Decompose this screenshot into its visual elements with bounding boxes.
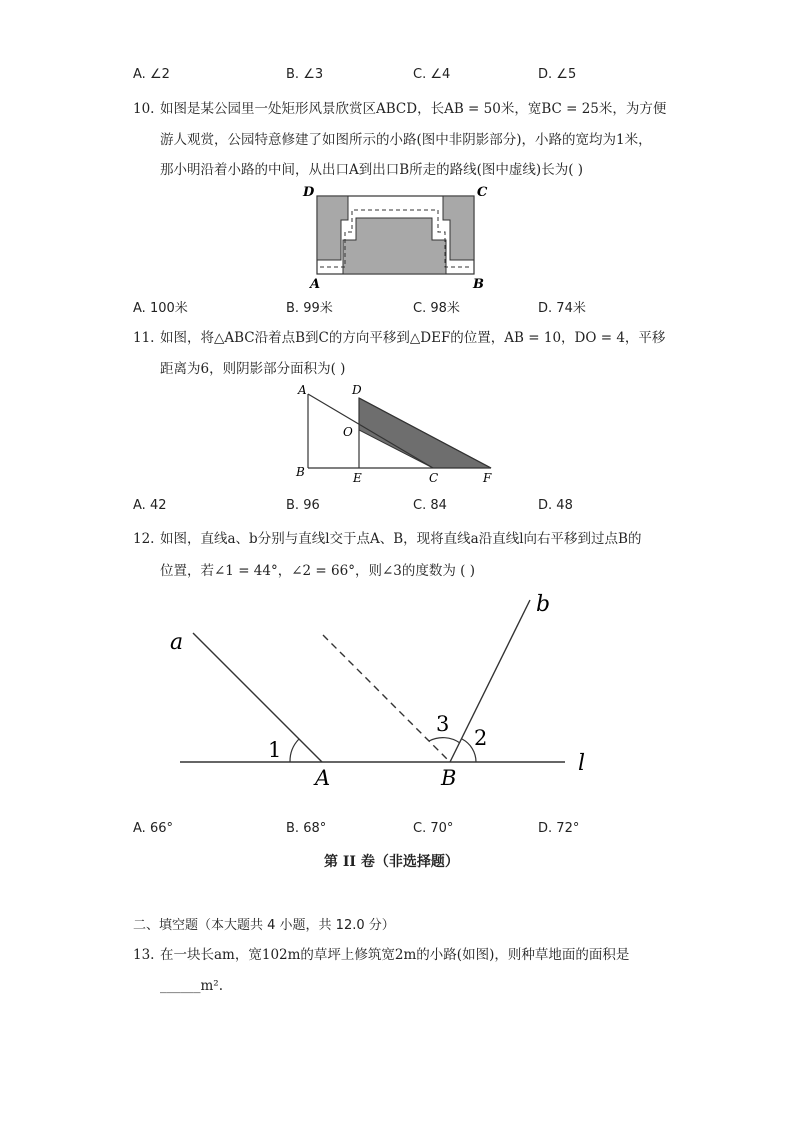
q12-option-a-text: 66° bbox=[149, 821, 173, 836]
section-title: 第 II 卷（非选择题） bbox=[324, 854, 459, 870]
q12-option-a: A. 66° bbox=[133, 821, 173, 836]
q11-label-f: F bbox=[483, 471, 492, 485]
q10-label-b: B bbox=[473, 277, 484, 292]
q9-option-c-text: ∠4 bbox=[430, 67, 451, 82]
q9-option-b-text: ∠3 bbox=[303, 67, 324, 82]
q11-option-d: D. 48 bbox=[538, 498, 573, 513]
q11-number: 11. bbox=[133, 330, 155, 346]
q11-label-b: B bbox=[296, 465, 305, 479]
q11-option-a: A. 42 bbox=[133, 498, 167, 513]
q10-option-c: C. 98米 bbox=[413, 301, 460, 316]
q12-label-l-line: l bbox=[578, 751, 586, 776]
q13-blank[interactable]: ______ bbox=[160, 978, 201, 994]
q12-line-1: 如图，直线a、b分别与直线l交于点A、B，现将直线a沿直线l向右平移到过点B的 bbox=[160, 531, 642, 547]
q12-label-angle-1: 1 bbox=[268, 738, 282, 762]
q12-number: 12. bbox=[133, 531, 155, 547]
q11-label-c: C bbox=[429, 471, 439, 485]
q12-figure bbox=[160, 585, 620, 795]
section-heading: 二、填空题（本大题共 4 小题，共 12.0 分） bbox=[133, 918, 395, 933]
q10-line-3: 那小明沿着小路的中间，从出口A到出口B所走的路线(图中虚线)长为( ) bbox=[160, 162, 584, 178]
q10-label-a: A bbox=[310, 277, 321, 292]
q10-number: 10. bbox=[133, 101, 155, 117]
q13-answer-line bbox=[160, 976, 223, 996]
q10-line-1: 如图是某公园里一处矩形风景欣赏区ABCD，长AB = 50米，宽BC = 25米，为方便 bbox=[160, 101, 667, 117]
q11-option-a-text: 42 bbox=[149, 498, 167, 513]
q13-line-1: 在一块长am，宽102m的草坪上修筑宽2m的小路(如图)，则种草地面的面积是 bbox=[160, 947, 630, 963]
q10-option-b-text: 99米 bbox=[303, 301, 333, 316]
q12-option-d: D. 72° bbox=[538, 821, 580, 836]
q12-option-c: C. 70° bbox=[413, 821, 454, 836]
q11-option-d-text: 48 bbox=[556, 498, 573, 513]
q11-label-o: O bbox=[343, 425, 353, 439]
q10-figure bbox=[300, 182, 500, 292]
q12-line-2: 位置，若∠1 = 44°，∠2 = 66°，则∠3的度数为 ( ) bbox=[160, 563, 475, 579]
q9-option-d: D. ∠5 bbox=[538, 67, 577, 82]
q13-unit: m². bbox=[200, 978, 224, 994]
q11-label-e: E bbox=[353, 471, 362, 485]
q9-option-c: C. ∠4 bbox=[413, 67, 451, 82]
q11-option-c: C. 84 bbox=[413, 498, 447, 513]
q12-option-d-text: 72° bbox=[556, 821, 580, 836]
q11-label-a: A bbox=[298, 383, 307, 397]
q12-label-angle-2: 2 bbox=[474, 726, 488, 750]
q12-option-b: B. 68° bbox=[286, 821, 327, 836]
q10-option-a: A. 100米 bbox=[133, 301, 188, 316]
q11-line-1: 如图，将△ABC沿着点B到C的方向平移到△DEF的位置，AB = 10，DO = 4，平移 bbox=[160, 330, 666, 346]
q11-label-d: D bbox=[352, 383, 362, 397]
q10-line-2: 游人观赏，公园特意修建了如图所示的小路(图中非阴影部分)，小路的宽均为1米， bbox=[160, 132, 652, 148]
q10-label-d: D bbox=[303, 185, 315, 200]
q13-number: 13. bbox=[133, 947, 155, 963]
q9-option-a-text: ∠2 bbox=[149, 67, 170, 82]
q10-option-d-text: 74米 bbox=[556, 301, 586, 316]
q12-label-a-line: a bbox=[170, 630, 184, 655]
q10-option-d: D. 74米 bbox=[538, 301, 586, 316]
q12-label-b-line: b bbox=[536, 592, 551, 617]
q12-option-b-text: 68° bbox=[303, 821, 327, 836]
q11-figure bbox=[290, 380, 502, 488]
q12-label-point-a: A bbox=[315, 766, 331, 790]
q12-label-point-b: B bbox=[441, 766, 457, 790]
q9-option-a: A. ∠2 bbox=[133, 67, 170, 82]
q10-option-b: B. 99米 bbox=[286, 301, 333, 316]
q10-label-c: C bbox=[477, 185, 488, 200]
q12-label-angle-3: 3 bbox=[436, 712, 450, 736]
q9-option-d-text: ∠5 bbox=[556, 67, 577, 82]
q11-option-b-text: 96 bbox=[303, 498, 320, 513]
q11-line-2: 距离为6，则阴影部分面积为( ) bbox=[160, 361, 346, 377]
q9-option-b: B. ∠3 bbox=[286, 67, 324, 82]
q11-option-b: B. 96 bbox=[286, 498, 320, 513]
q10-option-c-text: 98米 bbox=[430, 301, 460, 316]
q11-option-c-text: 84 bbox=[430, 498, 447, 513]
q10-option-a-text: 100米 bbox=[149, 301, 188, 316]
q12-option-c-text: 70° bbox=[430, 821, 454, 836]
